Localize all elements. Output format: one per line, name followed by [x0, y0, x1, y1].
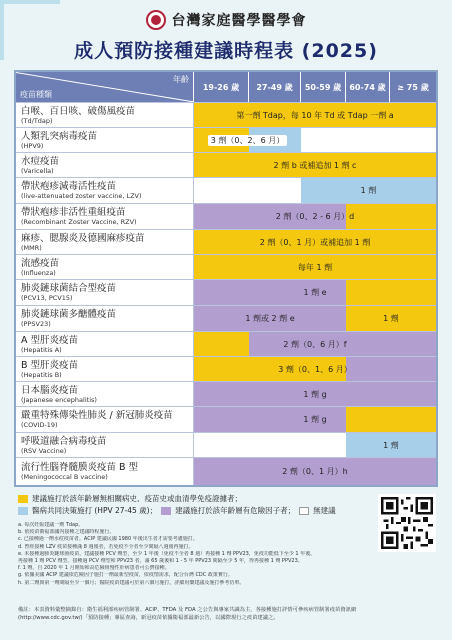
table-row [16, 254, 436, 279]
legend-line [18, 505, 358, 517]
footer [18, 606, 438, 622]
legend-swatch-risk-factor [161, 507, 171, 515]
schedule-cell: 2 劑（0、6 月）f [283, 339, 347, 349]
table-row [16, 177, 436, 203]
footnote: f. 1 劑，自 2020 年 1 月開始和高危險組慢性肝病患者可公費接種。 [18, 565, 170, 572]
table-row [16, 432, 436, 457]
table-header [16, 72, 436, 102]
legend-risk-factor: 建議施打於該年齡層有危險因子者； [175, 506, 296, 515]
vaccine-name: 水痘疫苗 (Varicella) [16, 153, 194, 177]
schedule-cell: 2 劑（0、1 月）h [194, 458, 436, 485]
schedule-cell: 1 劑或 2 劑 e [194, 306, 346, 331]
schedule-cell: 3 劑（0、2、6 月） [208, 135, 287, 146]
footnote: g. 依據美國 ACIP 建議依危險因子施打一劑最新型疫苗，依疫情需求，配合台灣 CDC 政策實行。 [18, 572, 233, 579]
table-row [16, 331, 436, 356]
schedule-cell: 1 劑 [346, 433, 436, 457]
vaccine-name: 帶狀疱疹減毒活性疫苗 (live-attenuated zoster vaccine, LZV) [16, 178, 194, 203]
legend [18, 493, 358, 517]
vaccine-name: 日本腦炎疫苗 (Japanese encephalitis) [16, 382, 194, 406]
column-header: 19-26 歲 [194, 72, 249, 102]
schedule-cell: 1 劑 g [194, 382, 436, 406]
table-row [16, 279, 436, 305]
footnote: b. 依疫苗衛福部國內接種之建議時程施行。 [18, 529, 115, 536]
vaccine-name: 肺炎鏈球菌多醣體疫苗 (PPSV23) [16, 306, 194, 331]
table-row [16, 305, 436, 331]
table-row [16, 203, 436, 229]
schedule-cell: 1 劑 e [303, 288, 327, 297]
table-row [16, 406, 436, 432]
schedule-cell: 2 劑（0、2 - 6 月）d [275, 212, 355, 221]
vaccine-name: 人類乳突病毒疫苗 (HPV9) [16, 128, 194, 152]
schedule-cell: 每年 1 劑 [194, 255, 436, 279]
vaccine-name: 呼吸道融合病毒疫苗 (RSV Vaccine) [16, 433, 194, 457]
header [0, 10, 452, 63]
table-row [16, 152, 436, 177]
column-header: ≥ 75 歲 [397, 82, 429, 92]
vaccine-name: 帶狀疱疹非活性重組疫苗 (Recombinant Zoster Vaccine, RZV) [16, 204, 194, 229]
organization [0, 10, 452, 30]
vaccine-name: 嚴重特殊傳染性肺炎 / 新冠肺炎疫苗 (COVID-19) [16, 407, 194, 432]
schedule-table [14, 70, 438, 487]
table-row [16, 381, 436, 406]
legend-swatch-recommended [18, 495, 28, 503]
legend-line [18, 493, 358, 505]
header-corner [16, 72, 194, 102]
table-row [16, 229, 436, 254]
footnote: a. 每次妊娠建議一劑 Tdap。 [18, 522, 84, 528]
legend-none: 無建議 [313, 506, 336, 515]
corner-age-label: 年齡 [173, 75, 189, 84]
footnotes [18, 522, 358, 587]
vaccine-name: 肺炎鏈球菌結合型疫苗 (PCV13, PCV15) [16, 280, 194, 305]
footnote: c. 已接種過一劑水痘疫苗者。ACIP 建議民國 1980 年後出生者才需要考慮施打。 [18, 536, 198, 543]
society-logo-icon [146, 10, 166, 30]
vaccine-name: B 型肝炎疫苗 (Hepatitis B) [16, 357, 194, 381]
table-row [16, 102, 436, 127]
schedule-cell: 3 劑（0、1、6 月） [278, 364, 352, 374]
footnote: h. 第二劑與第一劑間隔至少一個月；醫院疫苗建議可於第六個月施打，詳細用藥建議及施打參考仿單。 [18, 579, 245, 586]
vaccine-name: A 型肝炎疫苗 (Hepatitis A) [16, 332, 194, 356]
legend-swatch-none [299, 507, 309, 515]
footnote: 再接種 1 劑 PCV 劑型。接種過 PCV 劑型和 PPV23 者，滿 65 歲後和 1 - 5 年 PPV23 間隔至少 5 年，得再接種 1 劑 PPV23。 [18, 558, 303, 565]
footnote: d. 曾經接種 LZV 疫苗接種滿 8 週後者，若免疫不全者至少間隔八週後再施打。 [18, 543, 194, 550]
page-title: 成人預防接種建議時程表 (2025) [74, 40, 378, 62]
org-name: 台灣家庭醫學醫學會 [171, 13, 307, 29]
column-header: 27-49 歲 [249, 72, 301, 102]
footer-line: (http://www.cdc.gov.tw/)「預防接種」專區查詢，新冠疫苗依據衛福部最新公告，以國際現行之疫苗建議之。 [18, 615, 279, 621]
vaccine-name: 流行性腦脊髓膜炎疫苗 B 型 (Meningococcal B vaccine) [16, 458, 194, 485]
vaccine-name: 麻疹、腮腺炎及德國麻疹疫苗 (MMR) [16, 230, 194, 254]
schedule-cell: 2 劑（0、1 月）或補追加 1 劑 [194, 230, 436, 254]
schedule-cell: 第一劑 Tdap，每 10 年 Td 或 Tdap 一劑 a [194, 103, 436, 127]
table-row [16, 356, 436, 381]
vaccine-name: 白喉、百日咳、破傷風疫苗 (Td/Tdap) [16, 103, 194, 127]
column-header: 60-74 歲 [346, 72, 390, 102]
footnote: e. 未接種過肺炎鏈球菌疫苗，建議接種 PCV 劑型，至少 1 年後（免疫不全者 8 週）再接種 1 劑 PPV23，免疫功能低下至少 1 年後。 [18, 550, 316, 557]
footer-line: 備註：本表資料彙整摘錄自：衛生福利部疾病管制署、ACIP、TFDA 及 FDA 之公告與專家共識為主，各接種施打詳情可參疾病管制署疫苗資訊網 [18, 607, 357, 613]
schedule-cell: 2 劑 b 或補追加 1 劑 c [194, 153, 436, 177]
corner-vaccine-label: 疫苗種類 [20, 90, 52, 99]
vaccine-name: 流感疫苗 (Influenza) [16, 255, 194, 279]
table-row [16, 127, 436, 152]
legend-recommended: 建議施打於該年齡層無相關病史、疫苗史或血清學免疫證據者； [32, 494, 242, 503]
schedule-cell: 1 劑 [346, 306, 436, 331]
schedule-cell: 1 劑 [301, 178, 436, 203]
legend-swatch-shared-decision [18, 507, 28, 515]
table-row [16, 457, 436, 485]
qr-code-icon[interactable] [378, 494, 436, 552]
column-header: 50-59 歲 [301, 72, 346, 102]
legend-shared-decision: 醫病共同決策施打 (HPV 27-45 歲)； [32, 506, 158, 515]
schedule-cell: 1 劑 g [303, 415, 327, 424]
